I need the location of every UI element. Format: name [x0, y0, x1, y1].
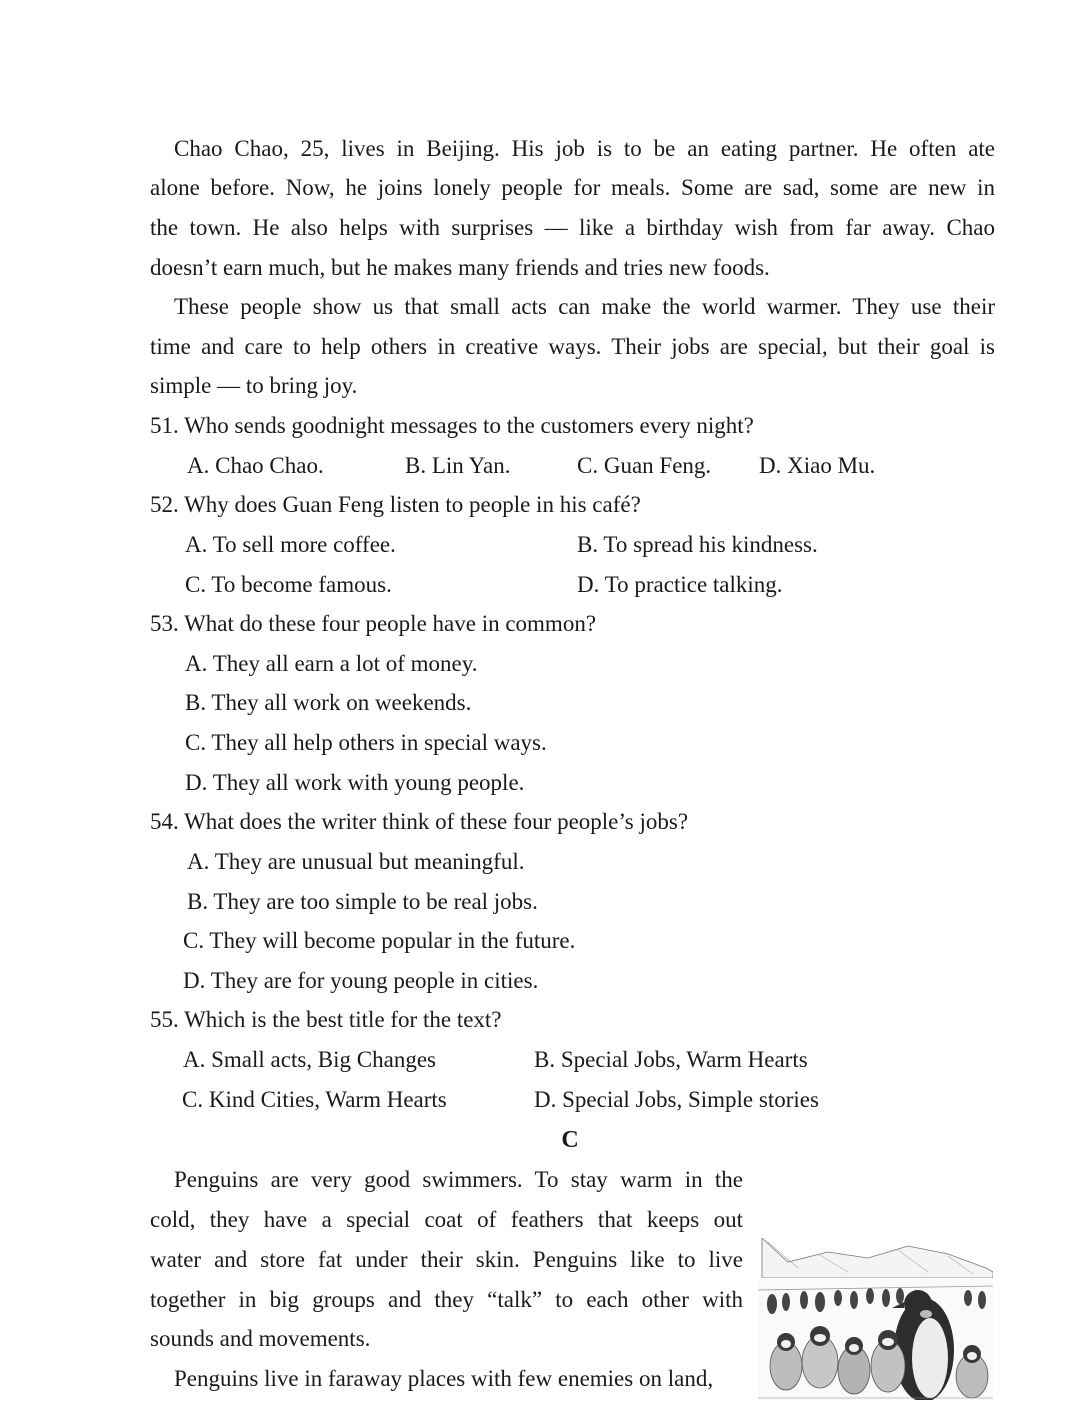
option-d[interactable]: D. Xiao Mu.: [759, 453, 876, 478]
option-a[interactable]: A. They are unusual but meaningful.: [187, 849, 525, 874]
option-b[interactable]: B. Lin Yan.: [405, 453, 511, 478]
option-a[interactable]: A. They all earn a lot of money.: [185, 651, 478, 676]
passage-line: Penguins live in faraway places with few enemies on land,: [174, 1366, 714, 1391]
option-a[interactable]: A. Chao Chao.: [187, 453, 324, 478]
passage-line: doesn’t earn much, but he makes many friends and tries new foods.: [150, 255, 770, 280]
option-d[interactable]: D. Special Jobs, Simple stories: [534, 1087, 819, 1112]
option-a[interactable]: A. Small acts, Big Changes: [183, 1047, 436, 1072]
passage-line: alone before. Now, he joins lonely people for meals. Some are sad, some are new in: [150, 175, 995, 200]
option-c[interactable]: C. They all help others in special ways.: [185, 730, 547, 755]
question-stem: 53. What do these four people have in common?: [150, 611, 597, 636]
option-b[interactable]: B. To spread his kindness.: [577, 532, 818, 557]
passage-line: sounds and movements.: [150, 1326, 371, 1351]
option-d[interactable]: D. They are for young people in cities.: [183, 968, 539, 993]
passage-line: Penguins are very good swimmers. To stay warm in the: [174, 1167, 743, 1192]
section-heading: C: [561, 1127, 579, 1153]
option-b[interactable]: B. They all work on weekends.: [185, 690, 472, 715]
option-c[interactable]: C. Guan Feng.: [577, 453, 712, 478]
option-d[interactable]: D. They all work with young people.: [185, 770, 525, 795]
option-c[interactable]: C. Kind Cities, Warm Hearts: [182, 1087, 447, 1112]
penguin-illustration: [758, 1238, 993, 1400]
passage-line: together in big groups and they “talk” to each other with: [150, 1287, 743, 1312]
passage-line: cold, they have a special coat of feathers that keeps out: [150, 1207, 743, 1232]
option-d[interactable]: D. To practice talking.: [577, 572, 783, 597]
question-stem: 54. What does the writer think of these four people’s jobs?: [150, 809, 689, 834]
option-c[interactable]: C. They will become popular in the future.: [183, 928, 576, 953]
option-b[interactable]: B. Special Jobs, Warm Hearts: [534, 1047, 808, 1072]
question-stem: 55. Which is the best title for the text?: [150, 1007, 502, 1032]
question-stem: 51. Who sends goodnight messages to the customers every night?: [150, 413, 754, 438]
option-b[interactable]: B. They are too simple to be real jobs.: [187, 889, 538, 914]
passage-line: water and store fat under their skin. Penguins like to live: [150, 1247, 743, 1272]
passage-line: time and care to help others in creative ways. Their jobs are special, but their goal is: [150, 334, 995, 359]
option-a[interactable]: A. To sell more coffee.: [185, 532, 396, 557]
passage-line: These people show us that small acts can make the world warmer. They use their: [174, 294, 995, 319]
option-c[interactable]: C. To become famous.: [185, 572, 392, 597]
passage-line: the town. He also helps with surprises — like a birthday wish from far away. Chao: [150, 215, 995, 240]
passage-line: simple — to bring joy.: [150, 373, 358, 398]
passage-line: Chao Chao, 25, lives in Beijing. His job is to be an eating partner. He often ate: [174, 136, 995, 161]
question-stem: 52. Why does Guan Feng listen to people in his café?: [150, 492, 641, 517]
